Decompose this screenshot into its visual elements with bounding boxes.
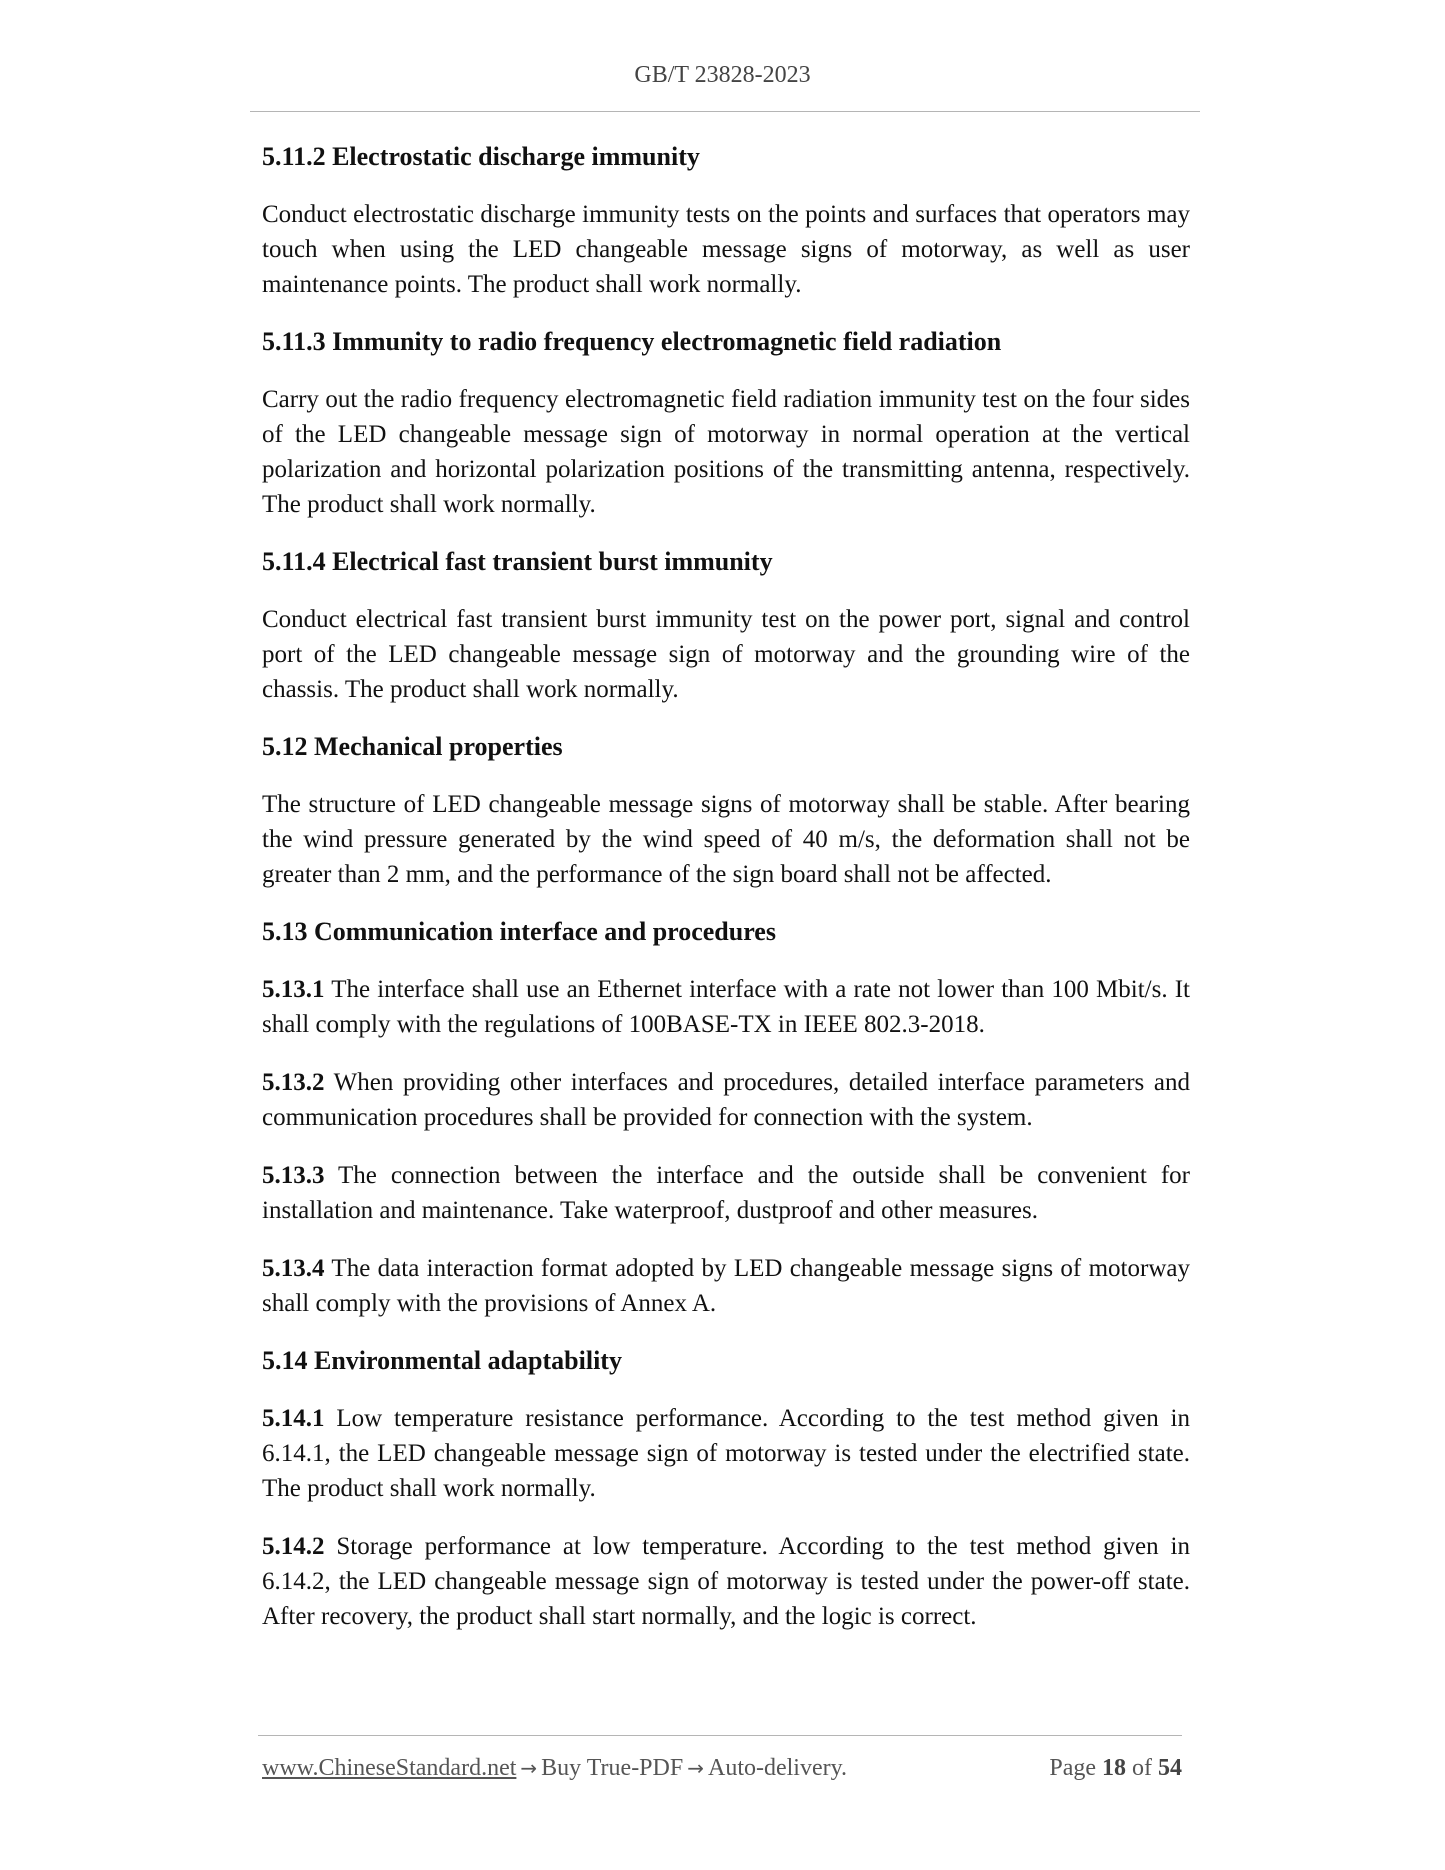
page-label: Page — [1049, 1755, 1096, 1781]
clause-number: 5.13.4 — [262, 1255, 325, 1282]
clause-text: The connection between the interface and the outside shall be convenient for installation and maintenance. Take waterproof, dustproof and other measures. — [262, 1162, 1190, 1224]
section-text-5-11-4: Conduct electrical fast transient burst immunity test on the power port, signal and control port of the LED changeable message sign of motorway and the grounding wire of the chassis. The product shall work normally. — [262, 606, 1190, 703]
buy-text: Buy True-PDF — [541, 1755, 684, 1781]
delivery-text: Auto-delivery. — [707, 1755, 848, 1781]
clause-5-13-2 — [262, 1065, 1190, 1135]
website-link[interactable]: www.ChineseStandard.net — [262, 1755, 517, 1781]
clause-number: 5.13.2 — [262, 1069, 325, 1096]
section-text-5-11-3: Carry out the radio frequency electromagnetic field radiation immunity test on the four sides of the LED changeable message sign of motorway in normal operation at the vertical polarization and horizontal polarization positions of the transmitting antenna, respectively. The product shall work normally. — [262, 386, 1190, 518]
section-text-5-11-2: Conduct electrostatic discharge immunity tests on the points and surfaces that operators may touch when using the LED changeable message signs of motorway, as well as user maintenance points. The product shall work normally. — [262, 201, 1190, 298]
of-label: of — [1132, 1755, 1152, 1781]
clause-text: When providing other interfaces and procedures, detailed interface parameters and communication procedures shall be provided for connection with the system. — [262, 1069, 1190, 1131]
document-header: GB/T 23828-2023 — [634, 62, 811, 88]
page-body — [262, 140, 1190, 1657]
clause-number: 5.14.1 — [262, 1405, 325, 1432]
clause-text: Low temperature resistance performance. According to the test method given in 6.14.1, the LED changeable message sign of motorway is tested under the electrified state. The product shall work normally. — [262, 1405, 1190, 1502]
clause-text: The data interaction format adopted by LED changeable message signs of motorway shall comply with the provisions of Annex A. — [262, 1255, 1190, 1317]
clause-text: Storage performance at low temperature. According to the test method given in 6.14.2, the LED changeable message sign of motorway is tested under the power-off state. After recovery, the product shall start normally, and the logic is correct. — [262, 1533, 1191, 1630]
page-total: 54 — [1158, 1755, 1182, 1781]
section-text-5-12: The structure of LED changeable message signs of motorway shall be stable. After bearing the wind pressure generated by the wind speed of 40 m/s, the deformation shall not be greater than 2 mm, and the performance of the sign board shall not be affected. — [262, 791, 1190, 888]
section-heading-5-11-3: 5.11.3 Immunity to radio frequency electromagnetic field radiation — [262, 327, 1002, 356]
clause-text: The interface shall use an Ethernet interface with a rate not lower than 100 Mbit/s. It shall comply with the regulations of 100BASE-TX in IEEE 802.3-2018. — [262, 976, 1190, 1038]
document-footer — [262, 1752, 1182, 1784]
clause-5-13-1 — [262, 972, 1190, 1042]
section-heading-5-11-2: 5.11.2 Electrostatic discharge immunity — [262, 142, 700, 171]
section-heading-5-13: 5.13 Communication interface and procedures — [262, 917, 776, 946]
section-heading-5-14: 5.14 Environmental adaptability — [262, 1346, 622, 1375]
clause-5-13-3 — [262, 1158, 1190, 1228]
clause-5-14-2 — [262, 1529, 1190, 1634]
section-heading-5-12: 5.12 Mechanical properties — [262, 732, 563, 761]
footer-divider — [258, 1735, 1182, 1736]
clause-5-14-1 — [262, 1401, 1190, 1506]
right-arrow-icon: → — [520, 1756, 538, 1780]
section-heading-5-11-4: 5.11.4 Electrical fast transient burst immunity — [262, 547, 773, 576]
clause-5-13-4 — [262, 1251, 1190, 1321]
clause-number: 5.13.3 — [262, 1162, 325, 1189]
clause-number: 5.14.2 — [262, 1533, 325, 1560]
clause-number: 5.13.1 — [262, 976, 325, 1003]
page-current: 18 — [1102, 1755, 1126, 1781]
header-divider — [250, 111, 1200, 112]
right-arrow-icon: → — [687, 1756, 704, 1780]
page-indicator — [1049, 1752, 1182, 1784]
